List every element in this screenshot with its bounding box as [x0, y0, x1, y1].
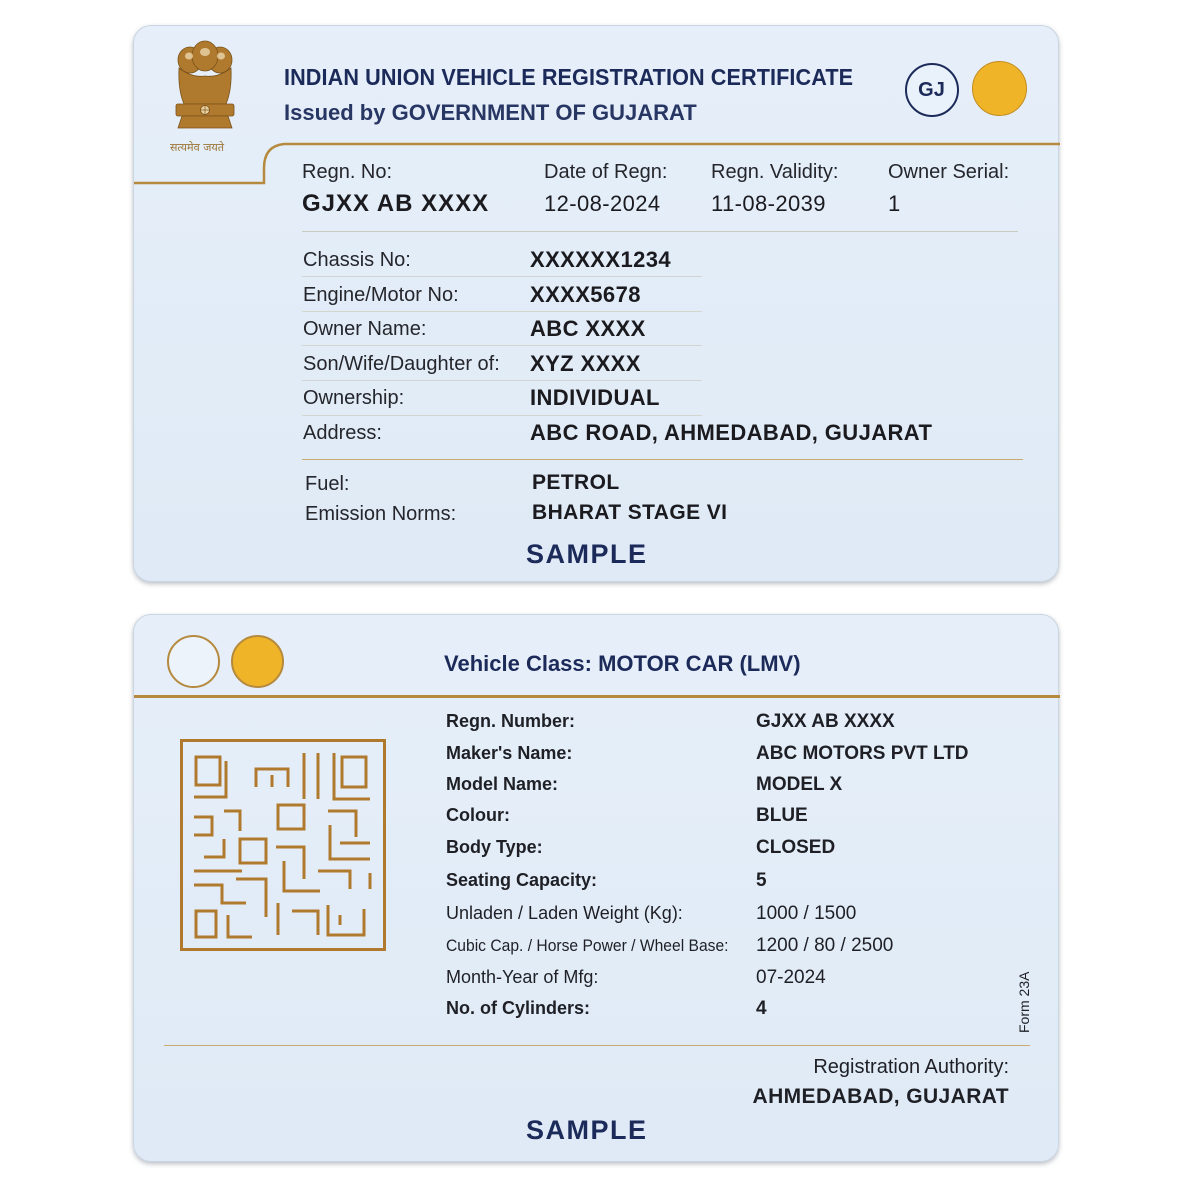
regn-number-value: GJXX AB XXXX [756, 711, 895, 732]
maker-name-value: ABC MOTORS PVT LTD [756, 743, 969, 764]
row-rule [302, 311, 702, 312]
regn-validity-value: 11-08-2039 [711, 191, 826, 216]
authority-value: AHMEDABAD, GUJARAT [752, 1085, 1009, 1108]
mfg-date-label: Month-Year of Mfg: [446, 967, 599, 987]
owner-serial-value: 1 [888, 191, 901, 216]
address-label: Address: [303, 422, 382, 444]
colour-label: Colour: [446, 805, 510, 825]
authority-label: Registration Authority: [813, 1056, 1009, 1078]
front-sample-watermark: SAMPLE [526, 539, 648, 569]
hologram-empty-dot [167, 635, 220, 688]
certificate-title: INDIAN UNION VEHICLE REGISTRATION CERTIFICATE [284, 64, 854, 90]
details-gold-rule [302, 459, 1023, 460]
address-value: ABC ROAD, AHMEDABAD, GUJARAT [530, 420, 933, 445]
emblem-motto: सत्यमेव जयते [170, 141, 225, 154]
model-name-value: MODEL X [756, 774, 843, 795]
date-of-regn-label: Date of Regn: [544, 161, 668, 183]
weight-value: 1000 / 1500 [756, 903, 857, 924]
vehicle-class: Vehicle Class: MOTOR CAR (LMV) [444, 651, 801, 676]
regn-no-value: GJXX AB XXXX [302, 190, 490, 217]
body-type-label: Body Type: [446, 837, 543, 857]
certificate-subtitle: Issued by GOVERNMENT OF GUJARAT [284, 100, 697, 125]
regn-number-label: Regn. Number: [446, 711, 576, 731]
regn-no-label: Regn. No: [302, 161, 393, 183]
date-of-regn-value: 12-08-2024 [544, 191, 661, 216]
row-rule [302, 415, 702, 416]
state-badge [905, 63, 959, 117]
seating-capacity-value: 5 [756, 870, 767, 891]
national-emblem-icon [162, 38, 248, 142]
body-type-value: CLOSED [756, 837, 836, 858]
emission-label: Emission Norms: [305, 503, 457, 525]
cylinders-value: 4 [756, 998, 767, 1019]
header-rule [302, 231, 1018, 232]
qr-code-icon [180, 739, 386, 951]
owner-name-label: Owner Name: [303, 318, 427, 340]
maker-name-label: Maker's Name: [446, 743, 573, 763]
model-name-label: Model Name: [446, 774, 559, 794]
fuel-value: PETROL [532, 471, 620, 494]
emission-value: BHARAT STAGE VI [532, 501, 728, 524]
weight-label: Unladen / Laden Weight (Kg): [446, 903, 683, 923]
ownership-label: Ownership: [303, 387, 405, 409]
state-badge-label: GJ [918, 79, 945, 101]
chassis-no-label: Chassis No: [303, 249, 411, 271]
rc-back-card [133, 614, 1059, 1162]
fuel-label: Fuel: [305, 473, 350, 495]
back-header-rule [134, 695, 1060, 698]
rc-front-card [133, 25, 1059, 582]
mfg-date-value: 07-2024 [756, 967, 826, 988]
hologram-dot [231, 635, 284, 688]
relation-label: Son/Wife/Daughter of: [303, 353, 500, 375]
seating-capacity-label: Seating Capacity: [446, 870, 598, 890]
row-rule [302, 380, 702, 381]
engine-no-value: XXXX5678 [530, 282, 641, 307]
chassis-no-value: XXXXXX1234 [530, 247, 671, 272]
relation-value: XYZ XXXX [530, 351, 641, 376]
back-footer-rule [164, 1045, 1030, 1046]
colour-value: BLUE [756, 805, 808, 826]
cylinders-label: No. of Cylinders: [446, 998, 591, 1018]
regn-validity-label: Regn. Validity: [711, 161, 839, 183]
back-sample-watermark: SAMPLE [526, 1115, 648, 1145]
owner-serial-label: Owner Serial: [888, 161, 1010, 183]
cubic-cap-label: Cubic Cap. / Horse Power / Wheel Base: [446, 936, 729, 955]
row-rule [302, 345, 702, 346]
cubic-cap-value: 1200 / 80 / 2500 [756, 935, 894, 956]
hologram-dot [972, 61, 1027, 116]
form-number: Form 23A [1016, 971, 1032, 1033]
owner-name-value: ABC XXXX [530, 316, 646, 341]
row-rule [302, 276, 702, 277]
engine-no-label: Engine/Motor No: [303, 284, 459, 306]
ownership-value: INDIVIDUAL [530, 385, 660, 410]
